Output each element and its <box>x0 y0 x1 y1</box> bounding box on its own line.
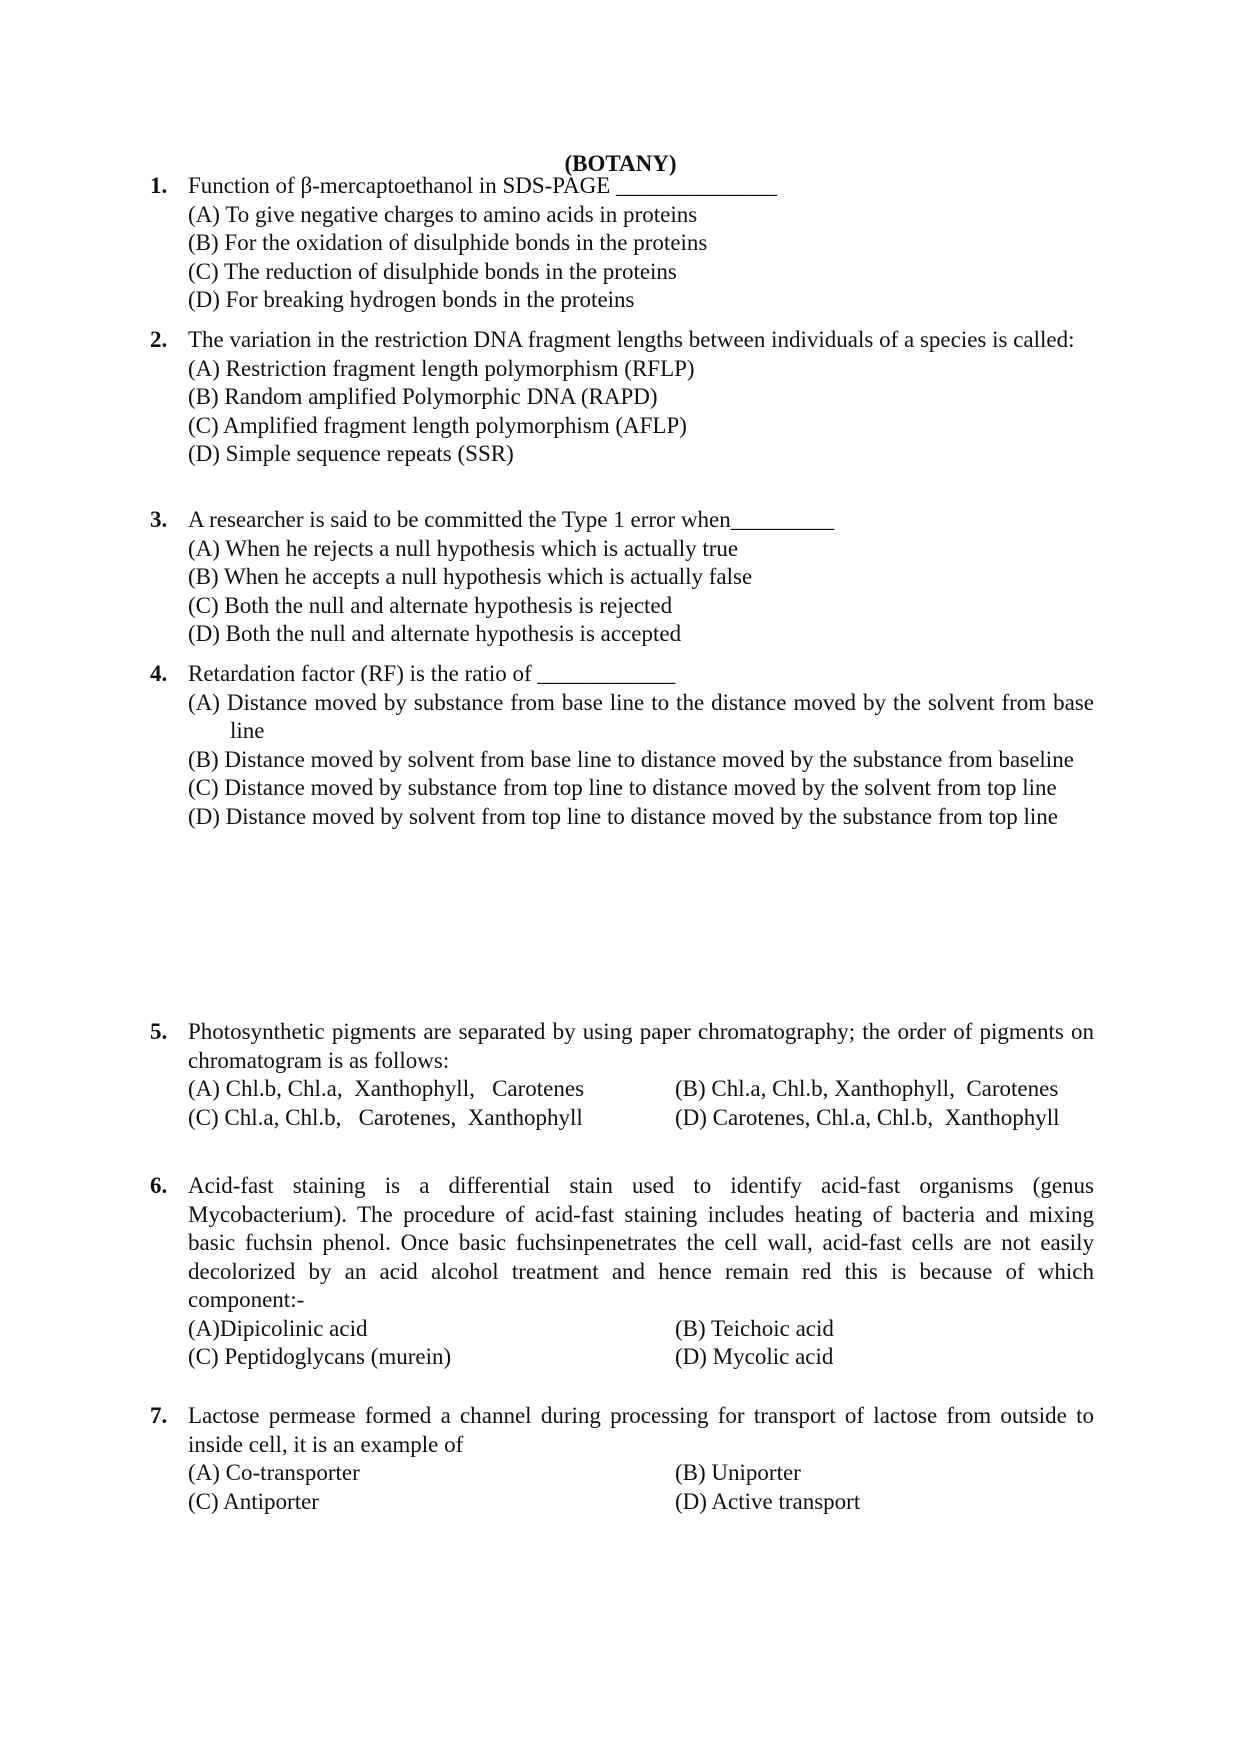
option-c: (C) Antiporter <box>188 1488 319 1514</box>
option-c: (C) Both the null and alternate hypothesis is rejected <box>188 592 673 618</box>
options-grid <box>188 1459 1094 1516</box>
option-a: (A) When he rejects a null hypothesis which is actually true <box>188 535 739 561</box>
question-stem: The variation in the restriction DNA fragment lengths between individuals of a species is called: <box>188 327 1075 352</box>
option-b: (B) Random amplified Polymorphic DNA (RAPD) <box>188 384 658 409</box>
option-b: (B) When he accepts a null hypothesis which is actually false <box>188 564 753 589</box>
question-stem: Photosynthetic pigments are separated by using paper chromatography; the order of pigments on chromatogram is as follows: <box>188 1019 1094 1073</box>
option-c: (C) Peptidoglycans (murein) <box>188 1344 452 1369</box>
option-c: (C) Chl.a, Chl.b, Carotenes, Xanthophyll <box>188 1104 583 1130</box>
question-number: 4. <box>150 661 168 686</box>
question-stem: Retardation factor (RF) is the ratio of ____________ <box>188 661 676 686</box>
question-number: 5. <box>150 1019 168 1044</box>
option-d: (D) Carotenes, Chl.a, Chl.b, Xanthophyll <box>675 1104 1060 1130</box>
option-b: (B) Distance moved by solvent from base line to distance moved by the substance from baseline <box>188 746 1074 772</box>
section-title: (BOTANY) <box>564 151 677 176</box>
question-number: 6. <box>150 1173 168 1198</box>
question-6 <box>150 1172 1094 1372</box>
question-number: 7. <box>150 1403 168 1428</box>
options-grid <box>188 1315 1094 1372</box>
option-c: (C) Amplified fragment length polymorphism (AFLP) <box>188 412 687 438</box>
option-a: (A) To give negative charges to amino acids in proteins <box>188 201 698 227</box>
question-stem: A researcher is said to be committed the Type 1 error when_________ <box>188 507 835 532</box>
option-a: (A) Chl.b, Chl.a, Xanthophyll, Carotenes <box>188 1076 585 1101</box>
question-number: 2. <box>150 327 168 352</box>
question-4 <box>150 660 1094 831</box>
question-3 <box>150 506 1094 649</box>
option-d: (D) Mycolic acid <box>675 1344 834 1369</box>
option-b: (B) Uniporter <box>675 1460 801 1485</box>
option-d: (D) For breaking hydrogen bonds in the proteins <box>188 287 635 312</box>
question-stem: Acid-fast staining is a differential stain used to identify acid-fast organisms (genus Mycobacterium). The procedure of acid-fast staining includes heating of bacteria and mixing basic fuchsin phenol. Once basic fuchsinpenetrates the cell wall, acid-fast cells are not easily decolorized by an acid alcohol treatment and hence remain red this is because of which component:- <box>188 1173 1094 1312</box>
option-d: (D) Simple sequence repeats (SSR) <box>188 441 514 466</box>
question-5 <box>150 1018 1094 1132</box>
question-1 <box>150 172 1094 315</box>
options-grid <box>188 1075 1094 1132</box>
question-7 <box>150 1402 1094 1516</box>
question-number: 3. <box>150 507 168 532</box>
question-stem: Function of β-mercaptoethanol in SDS-PAGE ______________ <box>188 173 778 198</box>
option-b: (B) Chl.a, Chl.b, Xanthophyll, Carotenes <box>675 1076 1059 1101</box>
option-d: (D) Both the null and alternate hypothesis is accepted <box>188 621 682 646</box>
question-2 <box>150 326 1094 469</box>
option-b: (B) For the oxidation of disulphide bonds in the proteins <box>188 230 708 255</box>
option-c: (C) Distance moved by substance from top line to distance moved by the solvent from top line <box>188 775 1057 800</box>
option-d: (D) Distance moved by solvent from top line to distance moved by the substance from top line <box>188 803 1058 829</box>
question-stem: Lactose permease formed a channel during processing for transport of lactose from outside to inside cell, it is an example of <box>188 1403 1094 1457</box>
option-a: (A)Dipicolinic acid <box>188 1315 368 1341</box>
option-a: (A) Co-transporter <box>188 1460 360 1485</box>
option-a: (A) Restriction fragment length polymorphism (RFLP) <box>188 355 695 381</box>
option-c: (C) The reduction of disulphide bonds in the proteins <box>188 258 677 284</box>
option-a: (A) Distance moved by substance from base line to the distance moved by the solvent from base line <box>188 689 1094 743</box>
option-d: (D) Active transport <box>675 1488 861 1514</box>
question-number: 1. <box>150 173 168 198</box>
option-b: (B) Teichoic acid <box>675 1315 834 1341</box>
